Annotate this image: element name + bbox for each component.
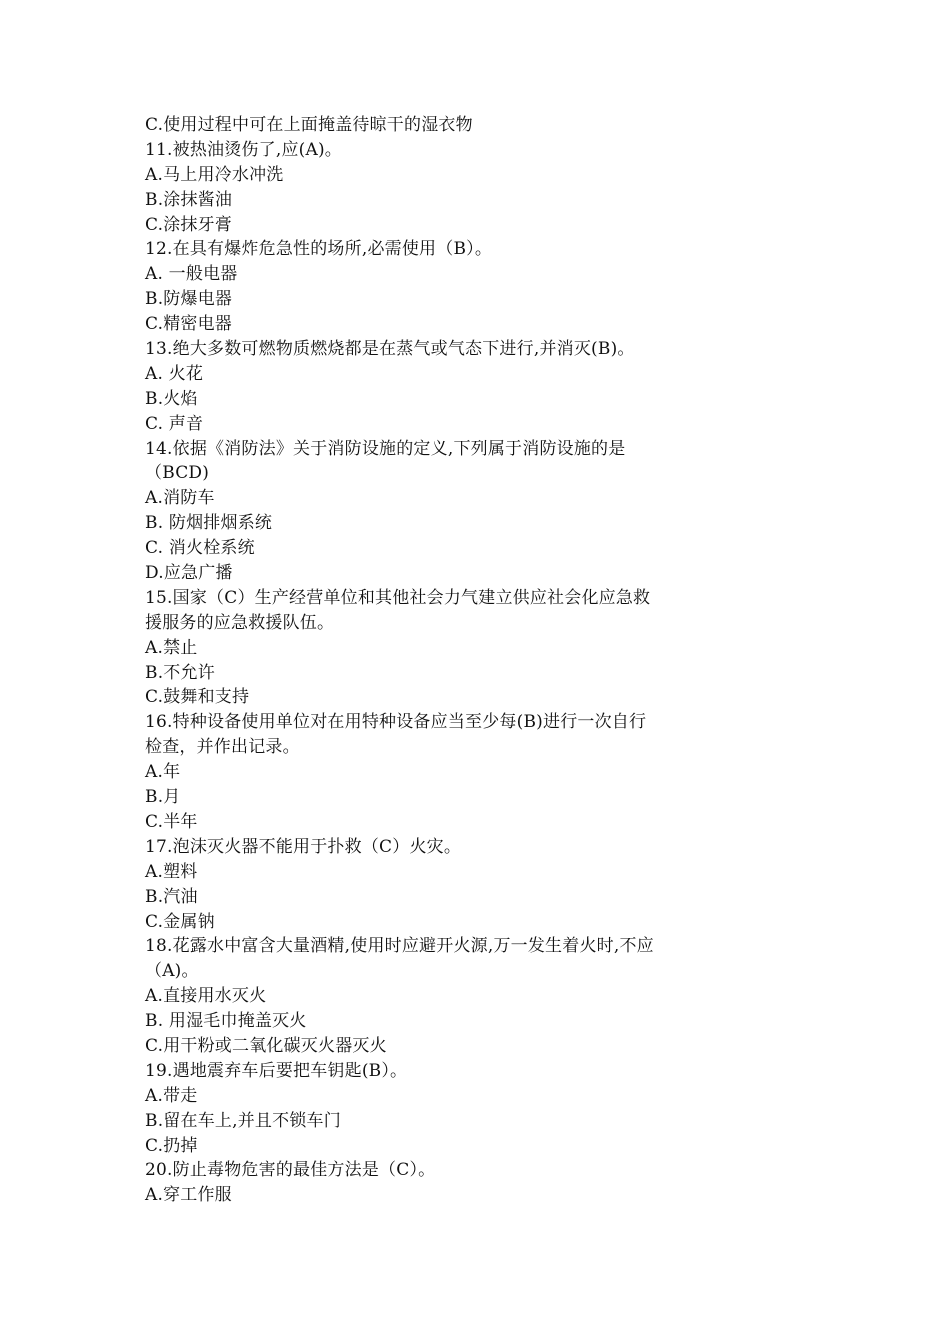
text-line: C.鼓舞和支持 [145, 687, 250, 708]
text-line: B.涂抹酱油 [145, 189, 233, 210]
text-line: 20.防止毒物危害的最佳方法是（C）。 [145, 1160, 436, 1181]
text-line: C.用干粉或二氧化碳灭火器灭火 [145, 1035, 387, 1056]
document-body [145, 113, 725, 1208]
text-line: A.带走 [145, 1085, 198, 1106]
text-line: 14.依据《消防法》关于消防设施的定义,下列属于消防设施的是 [145, 438, 626, 459]
text-line: 12.在具有爆炸危急性的场所,必需使用（B）。 [145, 239, 493, 260]
text-line: B.留在车上,并且不锁车门 [145, 1110, 341, 1131]
text-line: B.火焰 [145, 388, 198, 409]
text-line: 18.花露水中富含大量酒精,使用时应避开火源,万一发生着火时,不应 [145, 936, 654, 957]
text-line: 11.被热油烫伤了,应(A)。 [145, 139, 342, 160]
text-line: C.使用过程中可在上面掩盖待晾干的湿衣物 [145, 115, 473, 135]
text-line: 16.特种设备使用单位对在用特种设备应当至少每(B)进行一次自行 [145, 712, 647, 733]
text-line: B.汽油 [145, 886, 198, 907]
text-line: （A)。 [145, 961, 199, 982]
text-line: B. 用湿毛巾掩盖灭火 [145, 1011, 307, 1032]
text-line: A.禁止 [145, 637, 198, 658]
text-line: A. 一般电器 [145, 264, 238, 285]
text-line: A.消防车 [145, 488, 215, 509]
text-line: 援服务的应急救援队伍。 [145, 612, 335, 633]
text-line: A.穿工作服 [145, 1185, 232, 1206]
text-line: C. 消火栓系统 [145, 538, 255, 559]
text-line: C.半年 [145, 811, 198, 832]
text-line: A. 火花 [145, 363, 204, 384]
text-line: C. 声音 [145, 413, 204, 434]
text-line: D.应急广播 [145, 563, 233, 584]
text-line: C.金属钠 [145, 911, 215, 932]
text-line: 17.泡沫灭火器不能用于扑救（C）火灾。 [145, 836, 462, 857]
text-line: C.涂抹牙膏 [145, 214, 233, 235]
text-line: 13.绝大多数可燃物质燃烧都是在蒸气或气态下进行,并消灭(B)。 [145, 339, 635, 360]
text-line: 检查，并作出记录。 [145, 737, 300, 758]
text-line: A.马上用冷水冲洗 [145, 164, 284, 185]
text-line: 19.遇地震弃车后要把车钥匙(B）。 [145, 1060, 408, 1081]
text-line: B.不允许 [145, 662, 215, 683]
text-line: C.精密电器 [145, 314, 233, 335]
text-line: 15.国家（C）生产经营单位和其他社会力气建立供应社会化应急救 [145, 587, 651, 608]
text-line: B. 防烟排烟系统 [145, 513, 273, 534]
text-line: A.直接用水灭火 [145, 986, 267, 1007]
text-line: B.防爆电器 [145, 289, 233, 310]
text-line: B.月 [145, 787, 181, 808]
text-line: A.年 [145, 762, 181, 783]
text-line: A.塑料 [145, 861, 198, 882]
text-line: C.扔掉 [145, 1135, 198, 1156]
text-line: （BCD) [145, 463, 210, 484]
